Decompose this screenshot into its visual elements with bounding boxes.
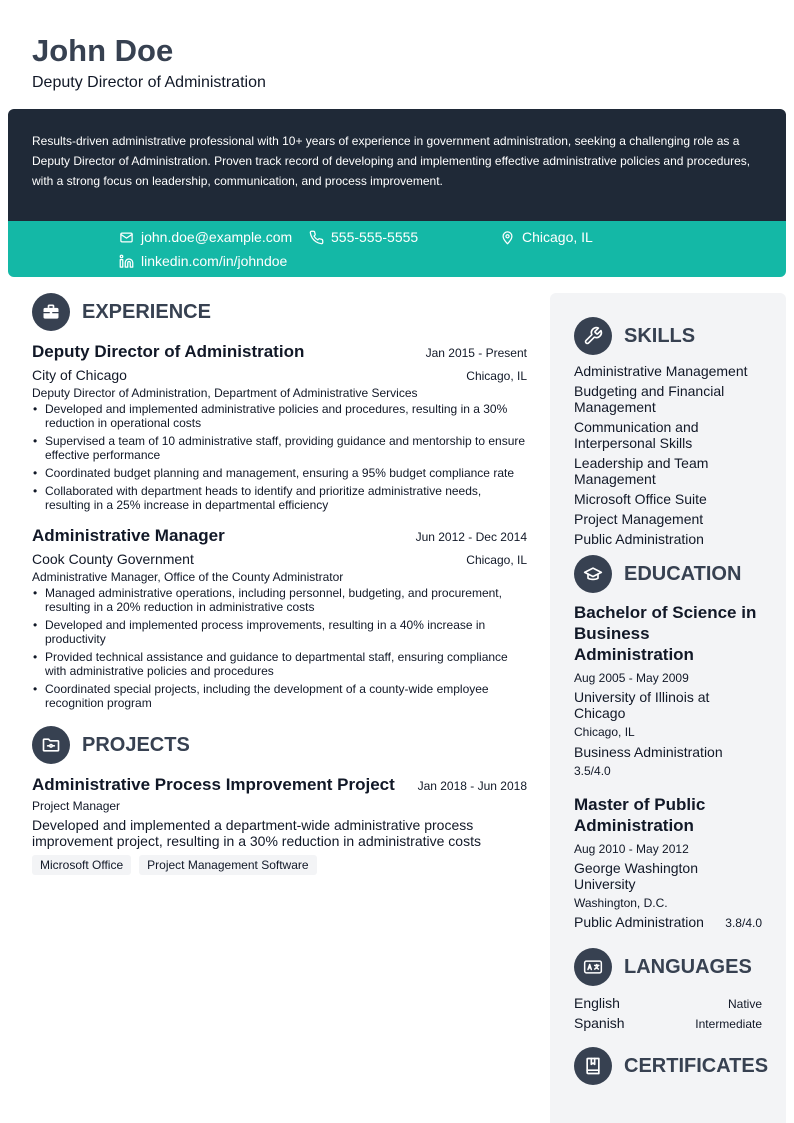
skill-item: Leadership and Team Management — [574, 455, 709, 487]
edu-school: University of Illinois at Chicago — [574, 689, 710, 721]
tag: Project Management Software — [139, 855, 316, 875]
language-name: Spanish — [574, 1015, 625, 1031]
experience-item — [32, 342, 527, 512]
edu-location: Chicago, IL — [574, 725, 635, 739]
skill-item: Public Administration — [574, 531, 704, 547]
sidebar — [550, 293, 786, 1123]
experience-item — [32, 526, 527, 710]
job-position: Administrative Manager — [32, 526, 225, 545]
skill-item: Communication and Interpersonal Skills — [574, 419, 699, 451]
job-position: Deputy Director of Administration — [32, 342, 305, 361]
bullet-item: • Supervised a team of 10 administrative staff, providing guidance and mentorship to ensure effective performance — [32, 434, 527, 462]
candidate-title: Deputy Director of Administration — [32, 74, 266, 91]
folder-icon — [32, 726, 70, 764]
job-company: City of Chicago — [32, 367, 127, 383]
edu-dates: Aug 2010 - May 2012 — [574, 842, 689, 856]
edu-school: George Washington University — [574, 860, 698, 892]
projects-section-header — [32, 726, 527, 764]
edu-degree: Bachelor of Science in Business Administration — [574, 603, 757, 664]
project-role: Project Manager — [32, 799, 121, 813]
project-dates: Jan 2018 - Jun 2018 — [417, 779, 527, 793]
skill-item: Project Management — [574, 511, 704, 527]
phone-icon — [309, 230, 324, 245]
graduation-cap-icon — [574, 555, 612, 593]
bullet-item: • Managed administrative operations, including personnel, budgeting, and procurement, resulting in a 20% reduction in administrative costs — [32, 586, 527, 614]
briefcase-icon — [32, 293, 70, 331]
bullet-item: • Coordinated special projects, including the development of a county-wide employee recognition program — [32, 682, 527, 710]
map-pin-icon — [500, 230, 515, 245]
skills-section-header — [574, 317, 762, 355]
contact-location — [500, 229, 593, 245]
edu-field: Business Administration — [574, 744, 723, 760]
bullet-item: • Coordinated budget planning and management, ensuring a 95% budget compliance rate — [32, 466, 527, 480]
book-icon — [574, 1047, 612, 1085]
edu-dates: Aug 2005 - May 2009 — [574, 671, 689, 685]
section-title-languages: LANGUAGES — [624, 955, 752, 978]
language-item — [574, 1015, 762, 1031]
section-title-projects: PROJECTS — [82, 733, 190, 756]
summary-text: Results-driven administrative professional with 10+ years of experience in government administration, seeking a challenging role as a Deputy Director of Administration. Proven track record of developing and implementing effective administrative policies and procedures, with a strong focus on leadership, communication, and process improvement. — [32, 134, 751, 188]
edu-location: Washington, D.C. — [574, 896, 668, 910]
job-summary: Administrative Manager, Office of the County Administrator — [32, 570, 344, 584]
certificates-section-header — [574, 1047, 769, 1085]
edu-gpa: 3.8/4.0 — [725, 916, 762, 930]
job-bullets — [32, 402, 527, 512]
candidate-name: John Doe — [32, 33, 174, 68]
section-title-experience: EXPERIENCE — [82, 300, 211, 323]
contact-phone[interactable] — [309, 229, 418, 245]
contact-bar — [8, 221, 786, 277]
wrench-icon — [574, 317, 612, 355]
language-level: Native — [727, 997, 762, 1011]
project-description: Developed and implemented a department-wide administrative process improvement project, resulting in a 30% reduction in administrative costs — [32, 817, 481, 849]
edu-gpa: 3.5/4.0 — [574, 764, 611, 778]
language-item — [574, 995, 762, 1011]
skill-item: Microsoft Office Suite — [574, 491, 707, 507]
edu-field: Public Administration — [574, 914, 704, 930]
contact-email[interactable] — [119, 229, 292, 245]
languages-section-header — [574, 948, 762, 986]
job-location: Chicago, IL — [466, 553, 527, 567]
section-title-certificates: CERTIFICATES — [624, 1054, 769, 1077]
skills-list — [574, 363, 762, 547]
bullet-item: • Developed and implemented process improvements, resulting in a 40% increase in productivity — [32, 618, 527, 646]
skill-item: Budgeting and Financial Management — [574, 383, 725, 415]
languages-list — [574, 995, 762, 1031]
section-title-skills: SKILLS — [624, 324, 696, 347]
linkedin-text: linkedin.com/in/johndoe — [141, 253, 288, 269]
job-dates: Jan 2015 - Present — [425, 346, 527, 360]
education-section-header — [574, 555, 762, 593]
phone-text: 555-555-5555 — [331, 229, 419, 245]
mail-icon — [119, 230, 134, 245]
job-company: Cook County Government — [32, 551, 194, 567]
job-dates: Jun 2012 - Dec 2014 — [415, 530, 527, 544]
section-title-education: EDUCATION — [624, 562, 742, 585]
linkedin-icon — [119, 254, 134, 269]
location-text: Chicago, IL — [522, 229, 593, 245]
summary-panel — [8, 109, 786, 221]
translate-icon — [574, 948, 612, 986]
resume-header — [32, 32, 266, 92]
job-bullets — [32, 586, 527, 710]
education-item — [574, 602, 762, 778]
tag: Microsoft Office — [32, 855, 131, 875]
contact-linkedin[interactable] — [119, 253, 287, 269]
education-item — [574, 794, 762, 930]
project-tags — [32, 855, 527, 875]
main-column — [32, 293, 527, 875]
bullet-item: • Provided technical assistance and guidance to departmental staff, ensuring compliance with administrative policies and procedures — [32, 650, 527, 678]
job-summary: Deputy Director of Administration, Department of Administrative Services — [32, 386, 418, 400]
bullet-item: • Developed and implemented administrative policies and procedures, resulting in a 30% reduction in operational costs — [32, 402, 527, 430]
job-location: Chicago, IL — [466, 369, 527, 383]
skill-item: Administrative Management — [574, 363, 748, 379]
project-name: Administrative Process Improvement Project — [32, 775, 395, 794]
email-text: john.doe@example.com — [141, 229, 293, 245]
language-name: English — [574, 995, 620, 1011]
project-item — [32, 775, 527, 875]
edu-degree: Master of Public Administration — [574, 795, 706, 835]
language-level: Intermediate — [695, 1017, 762, 1031]
bullet-item: • Collaborated with department heads to identify and prioritize administrative needs, resulting in a 25% increase in departmental efficiency — [32, 484, 527, 512]
experience-section-header — [32, 293, 527, 331]
